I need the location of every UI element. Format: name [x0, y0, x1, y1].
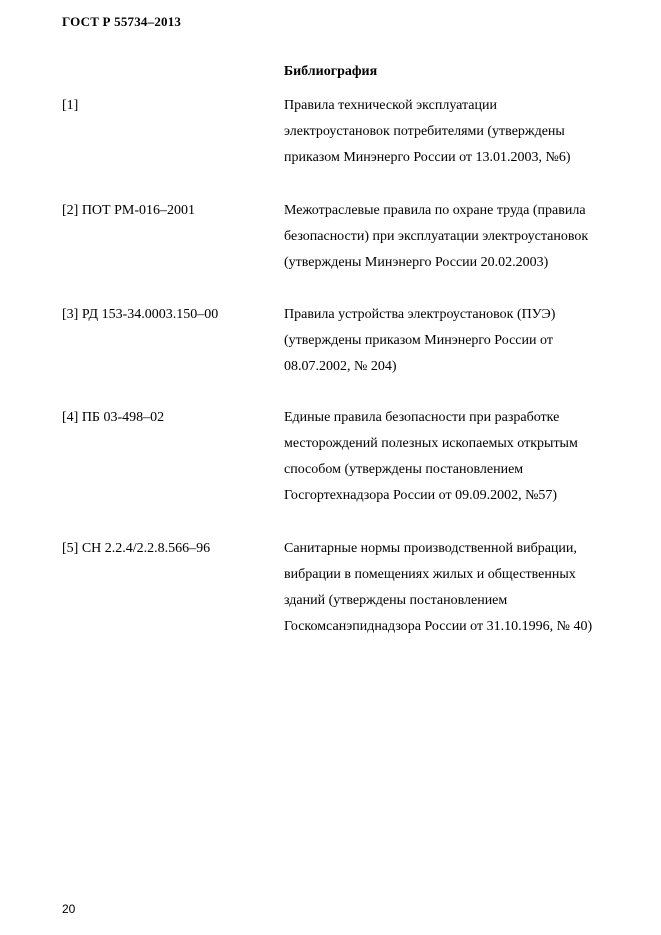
description-line: Межотраслевые правила по охране труда (правила — [284, 203, 586, 218]
description-line: Единые правила безопасности при разработке — [284, 410, 560, 425]
entry-description — [284, 405, 634, 509]
description-line: месторождений полезных ископаемых открытым — [284, 436, 578, 451]
entry-description — [284, 302, 634, 380]
description-line: 08.07.2002, № 204) — [284, 359, 397, 374]
description-line: Госкомсанэпиднадзора России от 31.10.1996, № 40) — [284, 619, 593, 634]
entry-reference: [3] РД 153-34.0003.150–00 — [62, 307, 219, 322]
entry-description — [284, 536, 634, 640]
document-code-header: ГОСТ Р 55734–2013 — [62, 14, 182, 29]
description-line: Санитарные нормы производственной вибрации, — [284, 541, 577, 556]
description-line: Правила устройства электроустановок (ПУЭ) — [284, 307, 556, 322]
description-line: зданий (утверждены постановлением — [284, 593, 508, 608]
bibliography-title: Библиография — [283, 64, 378, 79]
description-line: приказом Минэнерго России от 13.01.2003, №6) — [284, 150, 571, 165]
description-line: Правила технической эксплуатации — [284, 98, 497, 113]
description-line: вибрации в помещениях жилых и общественных — [284, 567, 576, 582]
description-line: Госгортехнадзора России от 09.09.2002, №57) — [284, 488, 558, 503]
entry-description — [284, 93, 634, 171]
description-line: электроустановок потребителями (утверждены — [284, 124, 565, 139]
entry-reference: [2] ПОТ РМ-016–2001 — [62, 203, 195, 218]
page-number: 20 — [62, 902, 76, 916]
description-line: (утверждены приказом Минэнерго России от — [284, 333, 553, 348]
description-line: (утверждены Минэнерго России 20.02.2003) — [284, 255, 549, 270]
entry-reference: [1] — [62, 98, 79, 113]
description-line: способом (утверждены постановлением — [284, 462, 524, 477]
entry-reference: [5] СН 2.2.4/2.2.8.566–96 — [62, 541, 211, 556]
description-line: безопасности) при эксплуатации электроустановок — [284, 229, 589, 244]
entry-reference: [4] ПБ 03-498–02 — [62, 410, 165, 425]
entry-description — [284, 198, 634, 276]
